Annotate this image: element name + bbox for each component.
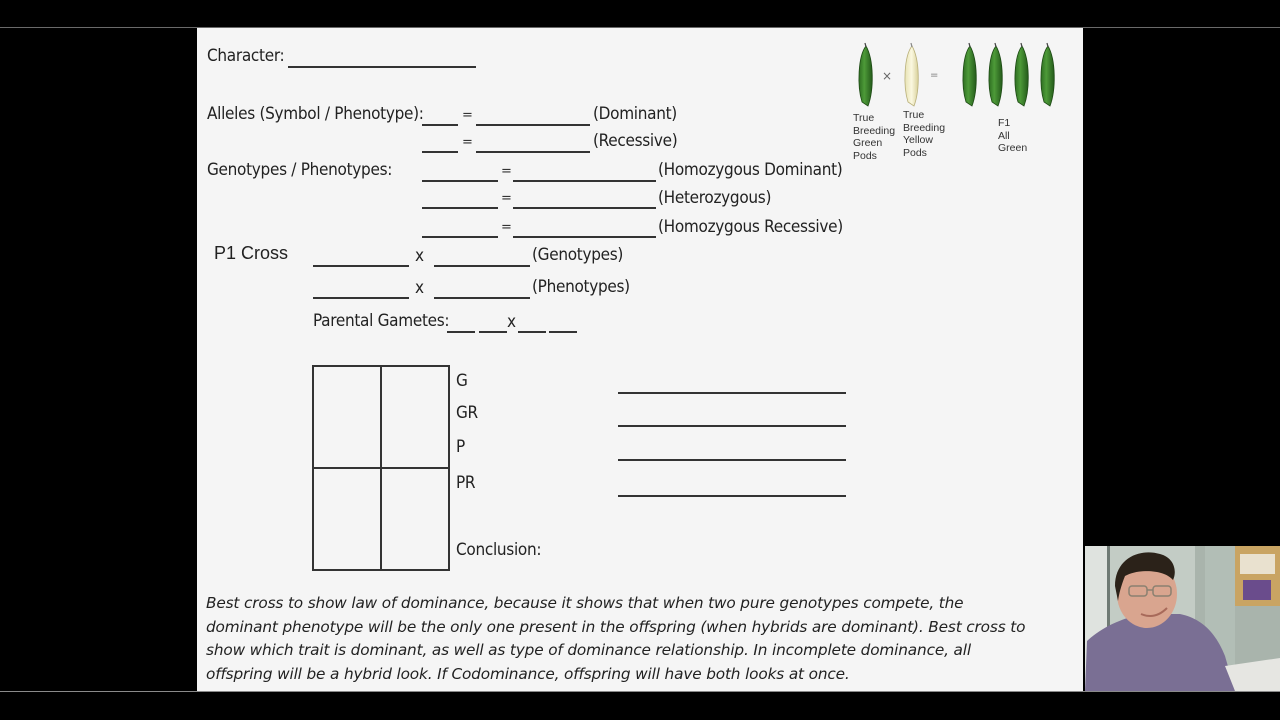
f1-label: F1 All Green	[998, 117, 1028, 154]
allele-phenotype-blank-dominant[interactable]	[476, 124, 590, 126]
genotype-blank-heterozygous[interactable]	[422, 207, 498, 209]
recessive-tag: (Recessive)	[593, 131, 678, 151]
equals-symbol-icon: =	[930, 70, 939, 81]
explanation-note	[206, 592, 1076, 686]
ratio-blank-1[interactable]	[618, 392, 846, 394]
webcam-overlay	[1085, 546, 1280, 691]
pea-pod-figure	[852, 42, 1072, 172]
gamete-blank-3[interactable]	[518, 331, 546, 333]
punnett-divider-horizontal	[314, 467, 448, 469]
note-line: dominant phenotype will be the only one present in the offspring (when hybrids are dominant). Best cross to	[206, 617, 1026, 636]
f1-green-pod-icon	[989, 43, 1002, 106]
cross-phenotype-blank-2[interactable]	[434, 297, 530, 299]
allele-phenotype-blank-recessive[interactable]	[476, 151, 590, 153]
f1-green-pod-icon	[1015, 43, 1028, 106]
cross-x: x	[415, 246, 424, 266]
ratio-label-pr: PR	[456, 473, 476, 493]
presenter-video-icon	[1085, 546, 1280, 691]
gamete-blank-2[interactable]	[479, 331, 507, 333]
p1-cross-label: P1 Cross	[214, 243, 289, 263]
genotypes-tag: (Genotypes)	[532, 245, 624, 265]
note-line: Best cross to show law of dominance, because it shows that when two pure genotypes compete, the	[206, 594, 964, 612]
cross-genotype-blank-1[interactable]	[313, 265, 409, 267]
ratio-blank-3[interactable]	[618, 459, 846, 461]
homozygous-dominant-tag: (Homozygous Dominant)	[658, 160, 843, 180]
character-blank[interactable]	[288, 66, 476, 68]
homozygous-recessive-tag: (Homozygous Recessive)	[658, 217, 843, 237]
heterozygous-tag: (Heterozygous)	[658, 188, 772, 208]
ratio-blank-4[interactable]	[618, 495, 846, 497]
phenotypes-tag: (Phenotypes)	[532, 277, 630, 297]
cross-phenotype-blank-1[interactable]	[313, 297, 409, 299]
yellow-pod-icon	[905, 43, 918, 106]
f1-green-pod-icon	[1041, 43, 1054, 106]
genotype-equals: =	[501, 164, 512, 179]
note-line: offspring will be a hybrid look. If Codominance, offspring will have both looks at once.	[206, 664, 850, 683]
bottom-divider	[0, 691, 1280, 692]
gamete-blank-1[interactable]	[447, 331, 475, 333]
punnett-square	[312, 365, 450, 571]
ratio-blank-2[interactable]	[618, 425, 846, 427]
genotype-equals: =	[501, 220, 512, 235]
gamete-blank-4[interactable]	[549, 331, 577, 333]
pea-pods-illustration	[852, 42, 1072, 112]
genotype-blank-homozygous-recessive[interactable]	[422, 236, 498, 238]
character-label: Character:	[207, 46, 285, 66]
allele-symbol-blank-recessive[interactable]	[422, 151, 458, 153]
parent2-label: True Breeding Yellow Pods	[903, 109, 946, 159]
note-line: show which trait is dominant, as well as type of dominance relationship. In incomplete dominance, all	[206, 641, 971, 659]
phenotype-blank-homozygous-dominant[interactable]	[513, 180, 656, 182]
allele-symbol-blank-dominant[interactable]	[422, 124, 458, 126]
ratio-label-g: G	[456, 371, 468, 391]
ratio-label-gr: GR	[456, 403, 478, 423]
genotypes-label: Genotypes / Phenotypes:	[207, 160, 393, 180]
alleles-label: Alleles (Symbol / Phenotype):	[207, 104, 424, 124]
ratio-label-p: P	[456, 437, 465, 457]
cross-genotype-blank-2[interactable]	[434, 265, 530, 267]
f1-green-pod-icon	[963, 43, 976, 106]
parent1-label: True Breeding Green Pods	[853, 112, 896, 162]
green-pod-icon	[859, 43, 872, 106]
phenotype-blank-homozygous-recessive[interactable]	[513, 236, 656, 238]
cross-symbol-icon: ×	[882, 69, 893, 83]
dominant-tag: (Dominant)	[593, 104, 677, 124]
cross-x: x	[415, 278, 424, 298]
allele-equals: =	[462, 108, 473, 123]
conclusion-label: Conclusion:	[456, 540, 542, 560]
gametes-x: x	[507, 312, 516, 332]
genotype-equals: =	[501, 191, 512, 206]
allele-equals: =	[462, 135, 473, 150]
parental-gametes-label: Parental Gametes:	[313, 311, 450, 331]
genotype-blank-homozygous-dominant[interactable]	[422, 180, 498, 182]
phenotype-blank-heterozygous[interactable]	[513, 207, 656, 209]
